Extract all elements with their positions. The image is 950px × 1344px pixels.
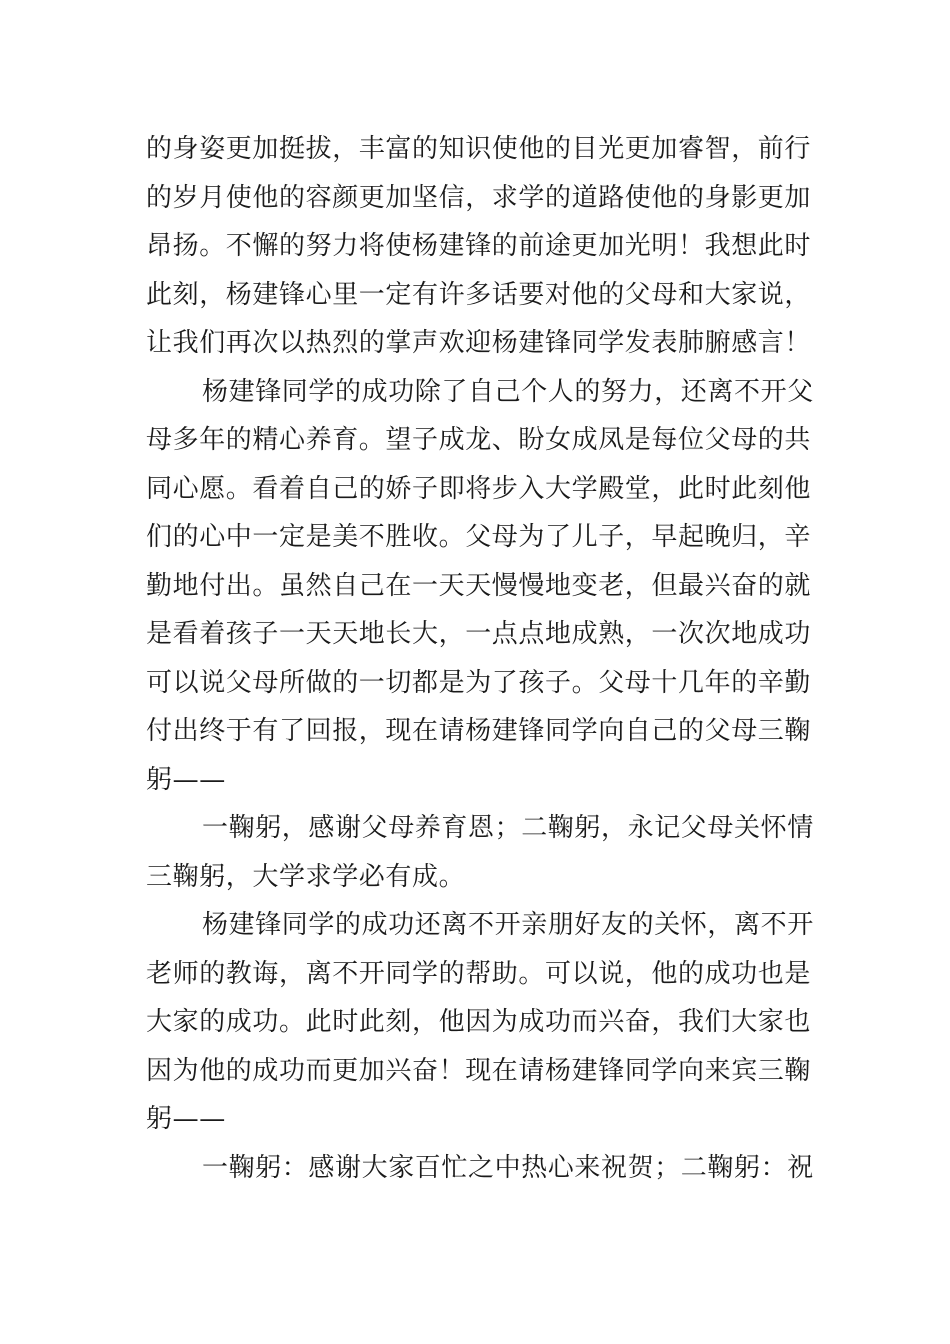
text-line: 勤地付出。虽然自己在一天天慢慢地变老，但最兴奋的就 (146, 570, 812, 601)
text-line: 大家的成功。此时此刻，他因为成功而兴奋，我们大家也 (146, 1007, 812, 1037)
paragraph-start-line: 一鞠躬，感谢父母养育恩；二鞠躬，永记父母关怀情 (202, 813, 814, 843)
text-line: 三鞠躬，大学求学必有成。 (146, 861, 466, 892)
text-line: 母多年的精心养育。望子成龙、盼女成凤是每位父母的共 (146, 425, 812, 455)
paragraph-start-line: 杨建锋同学的成功还离不开亲朋好友的关怀，离不开 (202, 910, 814, 940)
text-line: 是看着孩子一天天地长大，一点点地成熟，一次次地成功 (146, 619, 812, 649)
text-line: 昂扬。不懈的努力将使杨建锋的前途更加光明！我想此时 (146, 231, 812, 261)
text-line: 让我们再次以热烈的掌声欢迎杨建锋同学发表肺腑感言！ (146, 328, 812, 358)
text-line: 的身姿更加挺拔，丰富的知识使他的目光更加睿智，前行 (146, 134, 812, 164)
text-line: 此刻，杨建锋心里一定有许多话要对他的父母和大家说， (146, 279, 812, 310)
paragraph-start-line: 杨建锋同学的成功除了自己个人的努力，还离不开父 (202, 376, 814, 407)
text-line: 因为他的成功而更加兴奋！现在请杨建锋同学向来宾三鞠 (146, 1055, 812, 1086)
text-line: 付出终于有了回报，现在请杨建锋同学向自己的父母三鞠 (146, 716, 812, 746)
text-line: 老师的教诲，离不开同学的帮助。可以说，他的成功也是 (146, 958, 812, 989)
text-line: 可以说父母所做的一切都是为了孩子。父母十几年的辛勤 (146, 667, 812, 698)
text-line: 们的心中一定是美不胜收。父母为了儿子，早起晚归，辛 (146, 522, 812, 552)
text-line: 躬—— (146, 1104, 226, 1134)
body-text (146, 125, 814, 1192)
text-line: 同心愿。看着自己的娇子即将步入大学殿堂，此时此刻他 (146, 473, 812, 504)
text-line: 的岁月使他的容颜更加坚信，求学的道路使他的身影更加 (146, 182, 812, 213)
text-line: 躬—— (146, 764, 226, 795)
paragraph-start-line: 一鞠躬：感谢大家百忙之中热心来祝贺；二鞠躬：祝 (202, 1152, 814, 1183)
